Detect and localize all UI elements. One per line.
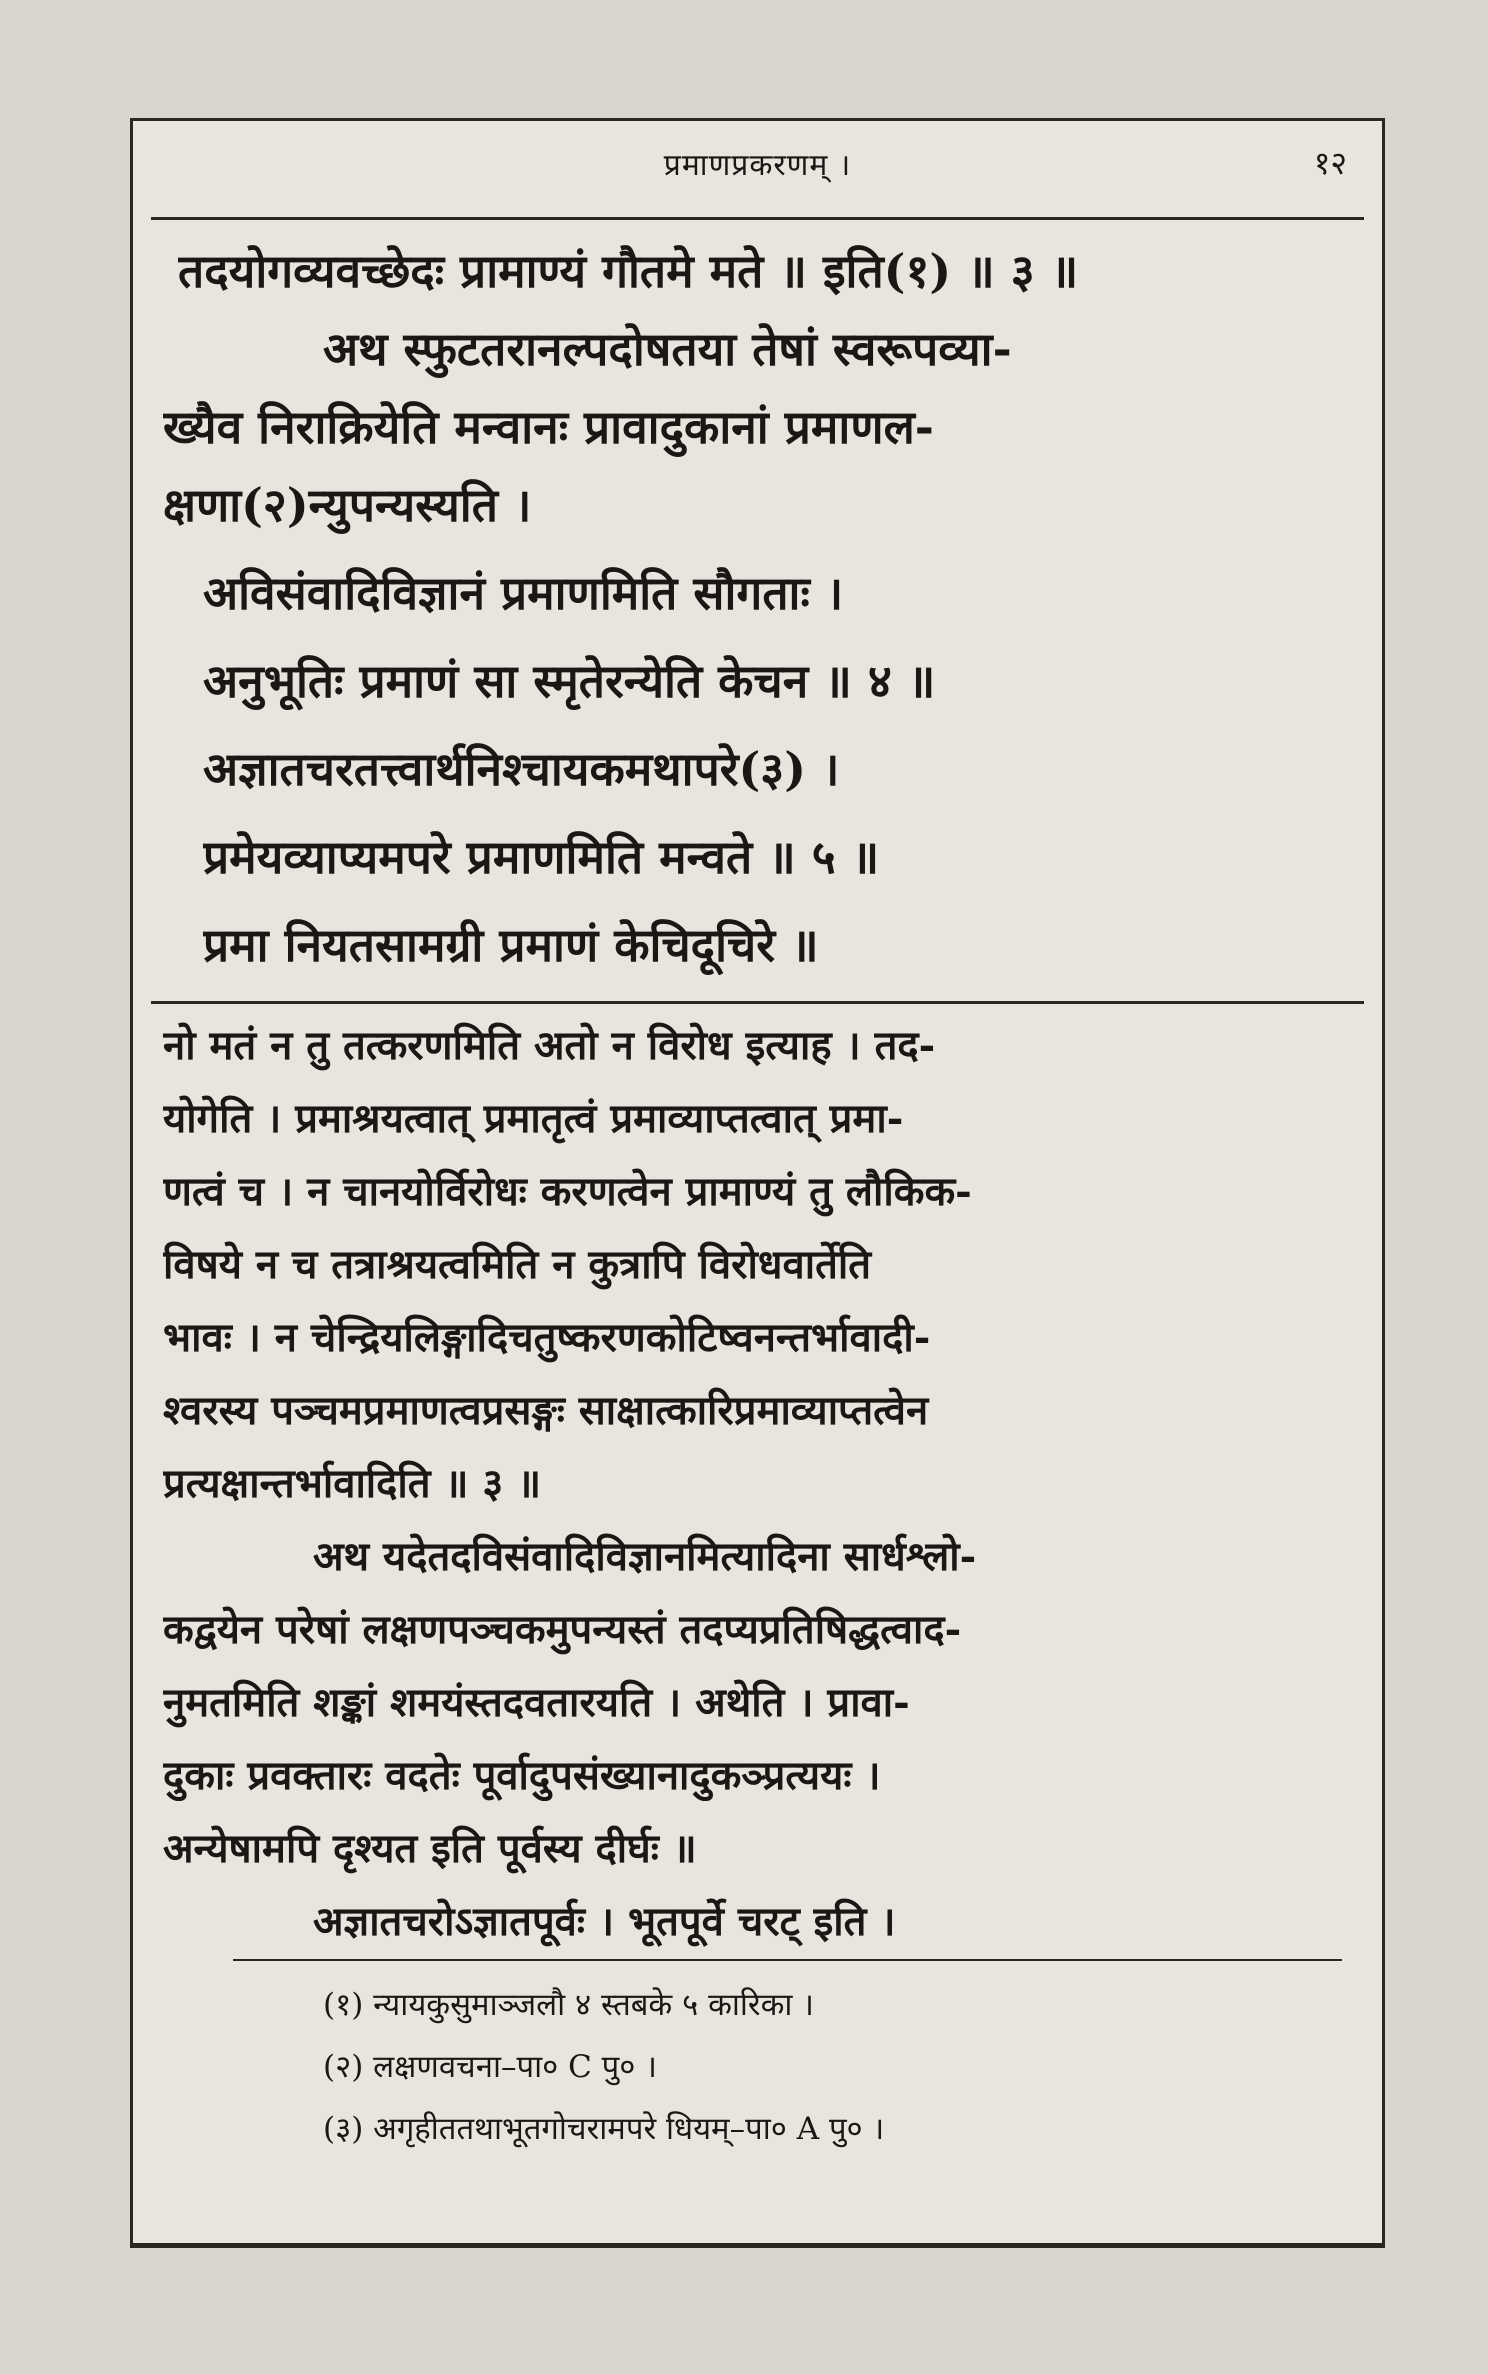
commentary-line: विषये न च तत्राश्रयत्वमिति न कुत्रापि विरोधवार्तेति xyxy=(163,1241,872,1288)
footnote-line: (१) न्यायकुसुमाञ्जलौ ४ स्तबके ५ कारिका । xyxy=(323,1987,815,2023)
footnote-rule xyxy=(233,1959,1342,1961)
footnote-line: (२) लक्षणवचना–पा० C पु० । xyxy=(323,2049,657,2085)
commentary-line: णत्वं च । न चानयोर्विरोधः करणत्वेन प्रामाण्यं तु लौकिक- xyxy=(163,1168,972,1215)
header-rule xyxy=(151,217,1364,220)
commentary-rule xyxy=(151,1001,1364,1004)
page-header xyxy=(133,121,1382,221)
verse-line: ख्यैव निराक्रियेति मन्वानः प्रावादुकानां प्रमाणल- xyxy=(163,400,934,454)
commentary-line: दुकाः प्रवक्तारः वदतेः पूर्वादुपसंख्यानादुकञ्प्रत्ययः । xyxy=(163,1752,881,1799)
running-head: प्रमाणप्रकरणम् । xyxy=(663,148,852,183)
verse-block xyxy=(133,239,1382,1089)
footnote-line: (३) अगृहीततथाभूतगोचरामपरे धियम्–पा० A पु० । xyxy=(323,2111,885,2147)
commentary-line: अज्ञातचरोऽज्ञातपूर्वः । भूतपूर्वे चरट् इति । xyxy=(313,1898,896,1945)
verse-line: अज्ञातचरतत्त्वार्थनिश्चायकमथापरे(३) । xyxy=(203,742,840,796)
commentary-line: प्रत्यक्षान्तर्भावादिति ॥ ३ ॥ xyxy=(163,1460,542,1507)
verse-line: तदयोगव्यवच्छेदः प्रामाण्यं गौतमे मते ॥ इति(१) ॥ ३ ॥ xyxy=(178,244,1079,298)
verse-line: अथ स्फुटतरानल्पदोषतया तेषां स्वरूपव्या- xyxy=(323,322,1012,376)
commentary-line: नुमतमिति शङ्कां शमयंस्तदवतारयति । अथेति । प्रावा- xyxy=(163,1679,910,1726)
verse-line: प्रमा नियतसामग्री प्रमाणं केचिदूचिरे ॥ xyxy=(203,918,819,972)
commentary-line: कद्वयेन परेषां लक्षणपञ्चकमुपन्यस्तं तदप्यप्रतिषिद्धत्वाद- xyxy=(163,1606,962,1653)
page-number: १२ xyxy=(1313,144,1347,182)
commentary-line: श्वरस्य पञ्चमप्रमाणत्वप्रसङ्गः साक्षात्कारिप्रमाव्याप्तत्वेन xyxy=(163,1387,929,1434)
commentary-line: योगेति । प्रमाश्रयत्वात् प्रमातृत्वं प्रमाव्याप्तत्वात् प्रमा- xyxy=(163,1095,904,1142)
commentary-line: नो मतं न तु तत्करणमिति अतो न विरोध इत्याह । तद- xyxy=(163,1022,936,1069)
verse-line: अविसंवादिविज्ञानं प्रमाणमिति सौगताः । xyxy=(203,566,844,620)
commentary-line: भावः । न चेन्द्रियलिङ्गादिचतुष्करणकोटिष्वनन्तर्भावादी- xyxy=(163,1314,931,1361)
book-page xyxy=(130,118,1385,2248)
verse-line: अनुभूतिः प्रमाणं सा स्मृतेरन्येति केचन ॥ ४ ॥ xyxy=(203,654,936,708)
verse-line: क्षणा(२)न्युपन्यस्यति । xyxy=(163,478,532,532)
verse-line: प्रमेयव्याप्यमपरे प्रमाणमिति मन्वते ॥ ५ ॥ xyxy=(203,830,880,884)
commentary-line: अथ यदेतदविसंवादिविज्ञानमित्यादिना सार्धश्लो- xyxy=(313,1533,977,1580)
commentary-line: अन्येषामपि दृश्यत इति पूर्वस्य दीर्घः ॥ xyxy=(163,1825,697,1872)
